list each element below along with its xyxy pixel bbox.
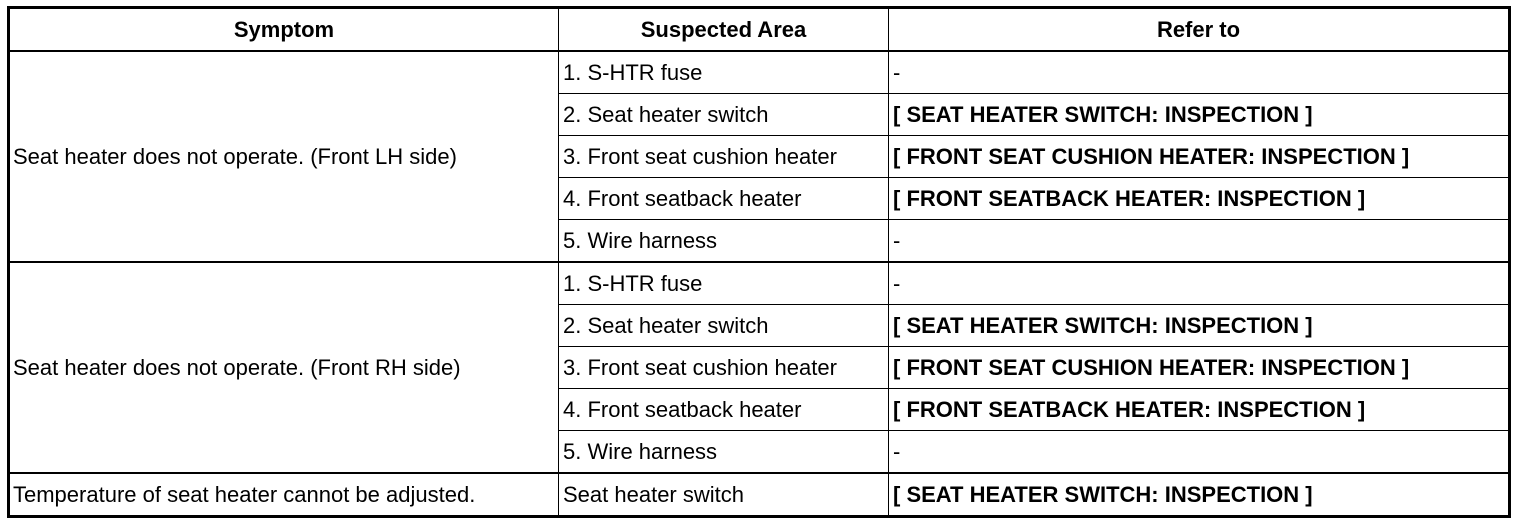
table-body <box>9 51 1510 517</box>
header-symptom: Symptom <box>9 8 559 52</box>
suspected-area-cell: 4. Front seatback heater <box>559 389 889 431</box>
refer-to-link[interactable]: [ FRONT SEAT CUSHION HEATER: INSPECTION ] <box>889 136 1510 178</box>
header-suspected-area: Suspected Area <box>559 8 889 52</box>
refer-to-link[interactable]: [ FRONT SEATBACK HEATER: INSPECTION ] <box>889 178 1510 220</box>
table-header <box>9 8 1510 52</box>
header-row <box>9 8 1510 52</box>
refer-to-link[interactable]: [ SEAT HEATER SWITCH: INSPECTION ] <box>889 94 1510 136</box>
refer-to-cell: - <box>889 262 1510 305</box>
suspected-area-cell: 5. Wire harness <box>559 220 889 263</box>
refer-to-link[interactable]: [ SEAT HEATER SWITCH: INSPECTION ] <box>889 305 1510 347</box>
suspected-area-cell: 1. S-HTR fuse <box>559 262 889 305</box>
suspected-area-cell: 4. Front seatback heater <box>559 178 889 220</box>
table-row <box>9 51 1510 94</box>
refer-to-link[interactable]: [ FRONT SEAT CUSHION HEATER: INSPECTION ] <box>889 347 1510 389</box>
symptom-cell: Seat heater does not operate. (Front RH side) <box>9 262 559 473</box>
suspected-area-cell: 5. Wire harness <box>559 431 889 474</box>
symptom-cell: Temperature of seat heater cannot be adjusted. <box>9 473 559 517</box>
refer-to-cell: - <box>889 431 1510 474</box>
symptom-cell: Seat heater does not operate. (Front LH side) <box>9 51 559 262</box>
suspected-area-cell: 3. Front seat cushion heater <box>559 136 889 178</box>
table-row <box>9 473 1510 517</box>
refer-to-cell: - <box>889 51 1510 94</box>
symptom-table <box>7 6 1511 518</box>
suspected-area-cell: Seat heater switch <box>559 473 889 517</box>
troubleshooting-table-container <box>7 6 1508 514</box>
header-refer-to: Refer to <box>889 8 1510 52</box>
suspected-area-cell: 2. Seat heater switch <box>559 305 889 347</box>
suspected-area-cell: 1. S-HTR fuse <box>559 51 889 94</box>
refer-to-cell: - <box>889 220 1510 263</box>
refer-to-link[interactable]: [ SEAT HEATER SWITCH: INSPECTION ] <box>889 473 1510 517</box>
suspected-area-cell: 2. Seat heater switch <box>559 94 889 136</box>
suspected-area-cell: 3. Front seat cushion heater <box>559 347 889 389</box>
table-row <box>9 262 1510 305</box>
refer-to-link[interactable]: [ FRONT SEATBACK HEATER: INSPECTION ] <box>889 389 1510 431</box>
